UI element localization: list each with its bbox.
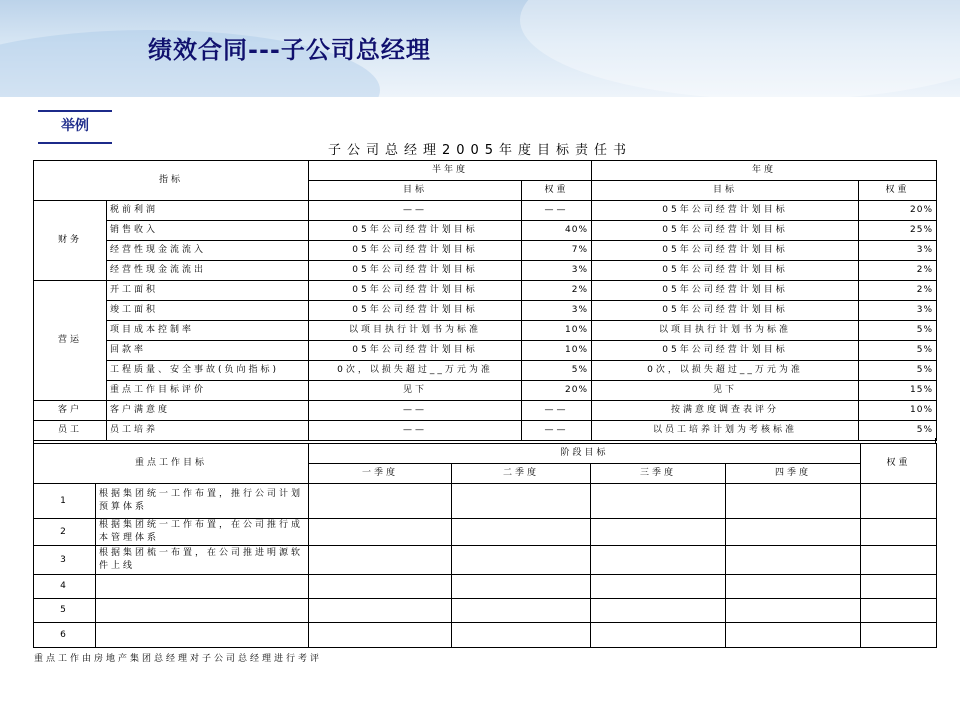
quarter-header: 四季度 <box>726 464 861 484</box>
year-target: 05年公司经营计划目标 <box>592 341 859 361</box>
half-year-weight: 2% <box>522 281 592 301</box>
group-cell: 营运 <box>34 281 107 401</box>
year-weight: 3% <box>859 241 937 261</box>
key-work-table <box>33 443 937 648</box>
indicator-item: 重点工作目标评价 <box>107 381 309 401</box>
key-work-text <box>96 575 309 599</box>
stage-cell <box>591 519 726 546</box>
table-row <box>34 401 937 421</box>
year-target: 05年公司经营计划目标 <box>592 301 859 321</box>
stage-cell <box>452 484 591 519</box>
year-weight: 20% <box>859 201 937 221</box>
stage-cell <box>726 519 861 546</box>
indicator-item: 经营性现金流流入 <box>107 241 309 261</box>
banner-decoration <box>520 0 960 97</box>
row-number: 1 <box>34 484 96 519</box>
half-year-target: —— <box>309 201 522 221</box>
footer-note: 重点工作由房地产集团总经理对子公司总经理进行考评 <box>34 654 323 664</box>
row-number: 3 <box>34 546 96 575</box>
stage-cell <box>726 546 861 575</box>
key-work-text <box>96 599 309 623</box>
stage-cell <box>861 599 937 623</box>
indicator-item: 经营性现金流流出 <box>107 261 309 281</box>
indicator-item: 项目成本控制率 <box>107 321 309 341</box>
half-year-weight: 5% <box>522 361 592 381</box>
quarter-header: 三季度 <box>591 464 726 484</box>
table-row <box>34 341 937 361</box>
half-year-weight: —— <box>522 421 592 441</box>
stage-cell <box>452 599 591 623</box>
stage-cell <box>861 546 937 575</box>
year-weight: 15% <box>859 381 937 401</box>
year-target: 05年公司经营计划目标 <box>592 281 859 301</box>
half-year-target: 05年公司经营计划目标 <box>309 261 522 281</box>
half-year-weight: 7% <box>522 241 592 261</box>
stage-cell <box>861 484 937 519</box>
half-year-weight: 3% <box>522 261 592 281</box>
stage-cell <box>726 484 861 519</box>
stage-cell <box>591 484 726 519</box>
table-row <box>34 361 937 381</box>
year-target: 05年公司经营计划目标 <box>592 261 859 281</box>
table-row <box>34 623 937 648</box>
table-caption: 子公司总经理2005年度目标责任书 <box>327 143 633 158</box>
indicator-item: 回款率 <box>107 341 309 361</box>
half-year-target: 05年公司经营计划目标 <box>309 341 522 361</box>
year-target: 按满意度调查表评分 <box>592 401 859 421</box>
year-weight: 5% <box>859 321 937 341</box>
year-target: 0次，以损失超过__万元为准 <box>592 361 859 381</box>
stage-cell <box>861 519 937 546</box>
indicator-item: 员工培养 <box>107 421 309 441</box>
example-tag: 举例 <box>38 110 112 144</box>
year-weight: 3% <box>859 301 937 321</box>
table-row <box>34 261 937 281</box>
half-year-target: 05年公司经营计划目标 <box>309 241 522 261</box>
stage-cell <box>309 519 452 546</box>
half-year-target: 以项目执行计划书为标准 <box>309 321 522 341</box>
table-row <box>34 546 937 575</box>
target-responsibility-table <box>33 160 937 441</box>
half-year-target: 见下 <box>309 381 522 401</box>
half-year-target: —— <box>309 421 522 441</box>
stage-cell <box>309 546 452 575</box>
half-year-weight: —— <box>522 201 592 221</box>
year-weight: 5% <box>859 421 937 441</box>
indicator-item: 竣工面积 <box>107 301 309 321</box>
half-year-weight: 10% <box>522 341 592 361</box>
header-year-weight: 权重 <box>859 181 937 201</box>
stage-cell <box>309 484 452 519</box>
half-year-weight: 40% <box>522 221 592 241</box>
table-row <box>34 321 937 341</box>
group-cell: 员工 <box>34 421 107 441</box>
header-banner <box>0 0 960 97</box>
header-year-target: 目标 <box>592 181 859 201</box>
stage-cell <box>726 599 861 623</box>
table-row <box>34 599 937 623</box>
page-title: 绩效合同---子公司总经理 <box>148 36 431 64</box>
year-weight: 2% <box>859 281 937 301</box>
half-year-weight: 20% <box>522 381 592 401</box>
half-year-target: 0次，以损失超过__万元为准 <box>309 361 522 381</box>
stage-cell <box>726 575 861 599</box>
stage-cell <box>452 519 591 546</box>
stage-cell <box>861 575 937 599</box>
table-row <box>34 519 937 546</box>
header-indicator: 指标 <box>34 161 309 201</box>
quarter-header: 一季度 <box>309 464 452 484</box>
key-work-text: 根据集团梳一布置，在公司推进明源软件上线 <box>96 546 309 575</box>
indicator-item: 税前利润 <box>107 201 309 221</box>
stage-cell <box>591 599 726 623</box>
stage-cell <box>309 599 452 623</box>
header-weight: 权重 <box>861 444 937 484</box>
group-cell: 财务 <box>34 201 107 281</box>
year-weight: 25% <box>859 221 937 241</box>
header-stage-target: 阶段目标 <box>309 444 861 464</box>
stage-cell <box>861 623 937 648</box>
year-target: 以员工培养计划为考核标准 <box>592 421 859 441</box>
stage-cell <box>591 623 726 648</box>
table-row <box>34 575 937 599</box>
header-half-weight: 权重 <box>522 181 592 201</box>
row-number: 6 <box>34 623 96 648</box>
year-target: 见下 <box>592 381 859 401</box>
row-number: 5 <box>34 599 96 623</box>
quarter-header: 二季度 <box>452 464 591 484</box>
half-year-weight: 3% <box>522 301 592 321</box>
stage-cell <box>452 546 591 575</box>
year-target: 05年公司经营计划目标 <box>592 221 859 241</box>
stage-cell <box>452 623 591 648</box>
table-row <box>34 301 937 321</box>
half-year-weight: —— <box>522 401 592 421</box>
header-key-work: 重点工作目标 <box>34 444 309 484</box>
stage-cell <box>726 623 861 648</box>
year-weight: 5% <box>859 341 937 361</box>
key-work-text <box>96 623 309 648</box>
half-year-target: —— <box>309 401 522 421</box>
key-work-text: 根据集团统一工作布置，推行公司计划预算体系 <box>96 484 309 519</box>
year-weight: 5% <box>859 361 937 381</box>
indicator-item: 销售收入 <box>107 221 309 241</box>
key-work-text: 根据集团统一工作布置，在公司推行成本管理体系 <box>96 519 309 546</box>
stage-cell <box>452 575 591 599</box>
stage-cell <box>591 546 726 575</box>
header-year: 年度 <box>592 161 937 181</box>
stage-cell <box>309 623 452 648</box>
stage-cell <box>309 575 452 599</box>
indicator-item: 客户满意度 <box>107 401 309 421</box>
half-year-target: 05年公司经营计划目标 <box>309 221 522 241</box>
year-weight: 10% <box>859 401 937 421</box>
stage-cell <box>591 575 726 599</box>
table-row <box>34 484 937 519</box>
indicator-item: 工程质量、安全事故(负向指标) <box>107 361 309 381</box>
table-row <box>34 201 937 221</box>
table-row <box>34 381 937 401</box>
header-half-year: 半年度 <box>309 161 592 181</box>
table-row <box>34 241 937 261</box>
year-target: 05年公司经营计划目标 <box>592 201 859 221</box>
group-cell: 客户 <box>34 401 107 421</box>
table-row <box>34 281 937 301</box>
half-year-weight: 10% <box>522 321 592 341</box>
row-number: 2 <box>34 519 96 546</box>
year-weight: 2% <box>859 261 937 281</box>
year-target: 以项目执行计划书为标准 <box>592 321 859 341</box>
half-year-target: 05年公司经营计划目标 <box>309 281 522 301</box>
half-year-target: 05年公司经营计划目标 <box>309 301 522 321</box>
indicator-item: 开工面积 <box>107 281 309 301</box>
table-row <box>34 221 937 241</box>
row-number: 4 <box>34 575 96 599</box>
header-half-target: 目标 <box>309 181 522 201</box>
year-target: 05年公司经营计划目标 <box>592 241 859 261</box>
